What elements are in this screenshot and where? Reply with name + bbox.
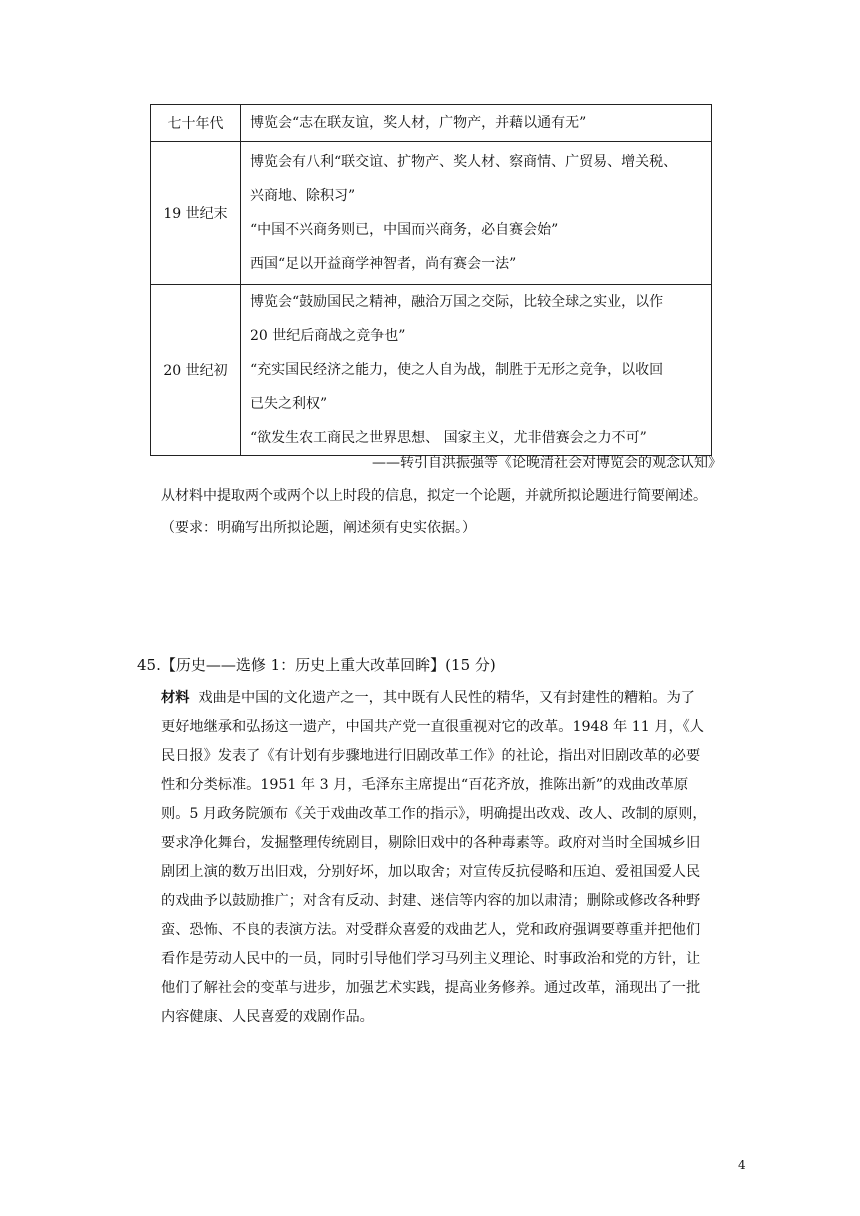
question-title: 45.【历史——选修 1：历史上重大改革回眸】(15 分) xyxy=(137,656,496,674)
content-line: 20 世纪后商战之竞争也” xyxy=(250,328,406,344)
content-line: “中国不兴商务则已，中国而兴商务，必自赛会始” xyxy=(250,222,559,238)
content-line: 博览会有八利“联交谊、扩物产、奖人材、察商情、广贸易、增关税、 xyxy=(250,154,678,170)
passage-line: 剧团上演的数万出旧戏，分别好坏，加以取舍；对宣传反抗侵略和压迫、爱祖国爱人民 xyxy=(161,864,701,880)
material-passage xyxy=(161,684,737,1032)
period-cell: 20 世纪初 xyxy=(151,285,241,456)
passage-line: 看作是劳动人民中的一员，同时引导他们学习马列主义理论、时事政治和党的方针，让 xyxy=(161,951,701,967)
passage-line: 性和分类标准。1951 年 3 月，毛泽东主席提出“百花齐放，推陈出新”的戏曲改革原 xyxy=(161,777,689,793)
passage-line: 内容健康、人民喜爱的戏剧作品。 xyxy=(161,1009,374,1025)
period-cell: 19 世纪末 xyxy=(151,142,241,285)
passage-line xyxy=(161,684,737,713)
passage-line: 要求净化舞台，发掘整理传统剧目，剔除旧戏中的各种毒素等。政府对当时全国城乡旧 xyxy=(161,835,701,851)
period-cell: 七十年代 xyxy=(151,105,241,142)
passage-line: 蛮、恐怖、不良的表演方法。对受群众喜爱的戏曲艺人，党和政府强调要尊重并把他们 xyxy=(161,922,701,938)
passage-text: 戏曲是中国的文化遗产之一，其中既有人民性的精华，又有封建性的糟粕。为了 xyxy=(198,690,695,706)
passage-line: 的戏曲予以鼓励推广；对含有反动、封建、迷信等内容的加以肃清；删除或修改各种野 xyxy=(161,893,701,909)
passage-line: 民日报》发表了《有计划有步骤地进行旧剧改革工作》的社论，指出对旧剧改革的必要 xyxy=(161,748,701,764)
source-citation: ——转引自洪振强等《论晚清社会对博览会的观念认知》 xyxy=(372,455,722,471)
content-cell xyxy=(241,142,712,285)
passage-line: 他们了解社会的变革与进步，加强艺术实践，提高业务修养。通过改革，涌现出了一批 xyxy=(161,980,701,996)
table-row xyxy=(151,142,712,285)
content-line: 西国“足以开益商学神智者，尚有赛会一法” xyxy=(250,256,517,272)
table-row xyxy=(151,285,712,456)
content-line: 已失之利权” xyxy=(250,396,328,412)
content-line: 兴商地、除积习” xyxy=(250,188,356,204)
content-line: “欲发生农工商民之世界思想、 国家主义，尤非借赛会之力不可” xyxy=(250,430,647,446)
content-line: 博览会“志在联友谊，奖人材，广物产，并藉以通有无” xyxy=(250,115,587,131)
passage-line: 则。5 月政务院颁布《关于戏曲改革工作的指示》，明确提出改戏、改人、改制的原则， xyxy=(161,806,707,822)
content-line: 博览会“鼓励国民之精神，融洽万国之交际，比较全球之实业，以作 xyxy=(250,294,664,310)
passage-line: 更好地继承和弘扬这一遗产，中国共产党一直很重视对它的改革。1948 年 11 月，《人 xyxy=(161,719,704,735)
content-line: “充实国民经济之能力，使之人自为战，制胜于无形之竞争，以收回 xyxy=(250,362,664,378)
material-label: 材料 xyxy=(161,690,190,706)
expo-views-table xyxy=(150,104,712,456)
answer-requirement: （要求：明确写出所拟论题，阐述须有史实依据。） xyxy=(161,520,476,536)
table-row xyxy=(151,105,712,142)
question-prompt: 从材料中提取两个或两个以上时段的信息，拟定一个论题，并就所拟论题进行简要阐述。 xyxy=(161,488,707,504)
page-number: 4 xyxy=(738,1158,746,1172)
content-cell xyxy=(241,105,712,142)
content-cell xyxy=(241,285,712,456)
